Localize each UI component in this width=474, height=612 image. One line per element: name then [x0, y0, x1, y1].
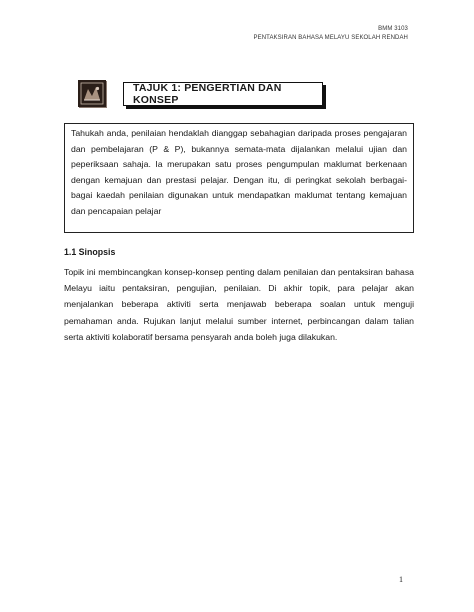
intro-paragraph: Tahukah anda, penilaian hendaklah dianggap sebahagian daripada proses pengajaran dan pembelajaran (P & P), bukannya semata-mata dijalankan melalui ujian dan peperiksaan sahaja. Ia merupakan satu proses pengumpulan maklumat berkenaan dengan kemajuan dan prestasi pelajar. Dengan itu, di peringkat sekolah berbagai-bagai kaedah penilaian digunakan untuk mendapatkan maklumat tentang kemajuan dan pencapaian pelajar [71, 128, 407, 216]
course-title: PENTAKSIRAN BAHASA MELAYU SEKOLAH RENDAH [253, 35, 408, 41]
chapter-title-box [123, 82, 323, 106]
running-header [254, 25, 409, 43]
intro-text-box [64, 123, 414, 233]
page-number: 1 [399, 575, 403, 584]
synopsis-paragraph: Topik ini membincangkan konsep-konsep penting dalam penilaian dan pentaksiran bahasa Melayu iaitu pentaksiran, pengujian, penilaian. Di akhir topik, para pelajar akan menjalankan beberapa aktiviti serta menjawab beberapa soalan untuk menguji pemahaman anda. Rujukan lanjut melalui sumber internet, perbincangan dalam talian serta aktiviti kolaboratif bersama pensyarah anda boleh juga dilakukan. [64, 267, 414, 342]
course-code: BMM 3103 [378, 26, 408, 32]
chapter-title: TAJUK 1: PENGERTIAN DAN KONSEP [133, 82, 282, 106]
section-heading: 1.1 Sinopsis [64, 247, 116, 257]
chapter-emblem-icon [78, 80, 106, 107]
